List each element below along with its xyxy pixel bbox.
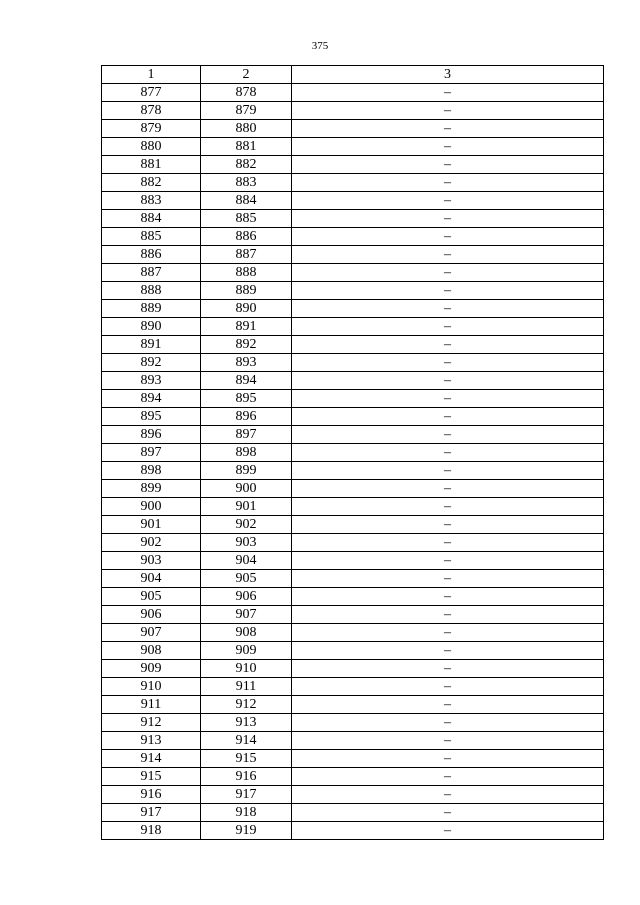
table-row xyxy=(102,768,604,786)
table-cell-col-2: 885 xyxy=(201,210,292,228)
table-cell-col-1: 879 xyxy=(102,120,201,138)
table-cell-col-1: 887 xyxy=(102,264,201,282)
table-cell-col-2: 914 xyxy=(201,732,292,750)
table-cell-col-3: – xyxy=(292,552,604,570)
table-row xyxy=(102,588,604,606)
table-row xyxy=(102,138,604,156)
table-cell-col-1: 877 xyxy=(102,84,201,102)
table-cell-col-1: 882 xyxy=(102,174,201,192)
table-cell-col-2: 892 xyxy=(201,336,292,354)
table-cell-col-3: – xyxy=(292,714,604,732)
table-row xyxy=(102,228,604,246)
table-cell-col-1: 893 xyxy=(102,372,201,390)
table-row xyxy=(102,660,604,678)
page-number: 375 xyxy=(311,40,329,52)
table-cell-col-3: – xyxy=(292,732,604,750)
table-cell-col-2: 916 xyxy=(201,768,292,786)
table-cell-col-3: – xyxy=(292,768,604,786)
table-cell-col-3: – xyxy=(292,372,604,390)
table-cell-col-3: – xyxy=(292,606,604,624)
table-row xyxy=(102,732,604,750)
table-row xyxy=(102,408,604,426)
table-row xyxy=(102,498,604,516)
table-cell-col-3: – xyxy=(292,462,604,480)
table-cell-col-3: – xyxy=(292,588,604,606)
table-cell-col-2: 900 xyxy=(201,480,292,498)
table-cell-col-1: 915 xyxy=(102,768,201,786)
table-row xyxy=(102,642,604,660)
table-cell-col-2: 896 xyxy=(201,408,292,426)
table-cell-col-2: 902 xyxy=(201,516,292,534)
table-cell-col-2: 919 xyxy=(201,822,292,840)
table-cell-col-3: – xyxy=(292,804,604,822)
table-row xyxy=(102,426,604,444)
table-cell-col-3: – xyxy=(292,570,604,588)
table-row xyxy=(102,750,604,768)
table-body xyxy=(102,84,604,840)
table-cell-col-2: 903 xyxy=(201,534,292,552)
table-cell-col-1: 898 xyxy=(102,462,201,480)
table-cell-col-2: 883 xyxy=(201,174,292,192)
table-cell-col-3: – xyxy=(292,390,604,408)
table-row xyxy=(102,678,604,696)
table-cell-col-2: 897 xyxy=(201,426,292,444)
table-cell-col-2: 879 xyxy=(201,102,292,120)
table-row xyxy=(102,300,604,318)
table-cell-col-2: 890 xyxy=(201,300,292,318)
table-row xyxy=(102,246,604,264)
table-cell-col-3: – xyxy=(292,174,604,192)
table-cell-col-1: 918 xyxy=(102,822,201,840)
column-header-2: 2 xyxy=(201,66,292,84)
table-row xyxy=(102,318,604,336)
column-header-3: 3 xyxy=(292,66,604,84)
table-header-row xyxy=(102,66,604,84)
table-cell-col-2: 881 xyxy=(201,138,292,156)
table-cell-col-1: 891 xyxy=(102,336,201,354)
table-cell-col-3: – xyxy=(292,228,604,246)
table-cell-col-2: 918 xyxy=(201,804,292,822)
table-cell-col-1: 881 xyxy=(102,156,201,174)
table-cell-col-1: 885 xyxy=(102,228,201,246)
table-cell-col-1: 892 xyxy=(102,354,201,372)
table-cell-col-3: – xyxy=(292,264,604,282)
table-cell-col-1: 917 xyxy=(102,804,201,822)
table-cell-col-2: 908 xyxy=(201,624,292,642)
table-cell-col-1: 916 xyxy=(102,786,201,804)
table-cell-col-2: 912 xyxy=(201,696,292,714)
table-cell-col-1: 886 xyxy=(102,246,201,264)
table-cell-col-3: – xyxy=(292,354,604,372)
table-row xyxy=(102,822,604,840)
table-cell-col-1: 908 xyxy=(102,642,201,660)
table-row xyxy=(102,480,604,498)
table-cell-col-1: 888 xyxy=(102,282,201,300)
table-cell-col-3: – xyxy=(292,408,604,426)
table-row xyxy=(102,336,604,354)
table-row xyxy=(102,372,604,390)
table-row xyxy=(102,624,604,642)
table-cell-col-2: 911 xyxy=(201,678,292,696)
table-cell-col-3: – xyxy=(292,84,604,102)
table-cell-col-3: – xyxy=(292,444,604,462)
table-row xyxy=(102,696,604,714)
table-cell-col-2: 910 xyxy=(201,660,292,678)
table-cell-col-2: 894 xyxy=(201,372,292,390)
table-cell-col-2: 906 xyxy=(201,588,292,606)
table-cell-col-3: – xyxy=(292,192,604,210)
table-cell-col-1: 883 xyxy=(102,192,201,210)
table-cell-col-1: 909 xyxy=(102,660,201,678)
table-cell-col-1: 894 xyxy=(102,390,201,408)
table-cell-col-2: 913 xyxy=(201,714,292,732)
table-cell-col-3: – xyxy=(292,624,604,642)
table-row xyxy=(102,264,604,282)
table-cell-col-1: 902 xyxy=(102,534,201,552)
table-row xyxy=(102,606,604,624)
table-cell-col-3: – xyxy=(292,696,604,714)
table-cell-col-3: – xyxy=(292,426,604,444)
table-row xyxy=(102,552,604,570)
table-cell-col-2: 901 xyxy=(201,498,292,516)
table-cell-col-1: 889 xyxy=(102,300,201,318)
table-cell-col-3: – xyxy=(292,678,604,696)
table-cell-col-1: 890 xyxy=(102,318,201,336)
table-cell-col-2: 886 xyxy=(201,228,292,246)
table-cell-col-2: 891 xyxy=(201,318,292,336)
table-cell-col-1: 911 xyxy=(102,696,201,714)
table-cell-col-3: – xyxy=(292,210,604,228)
table-cell-col-2: 915 xyxy=(201,750,292,768)
table-cell-col-1: 878 xyxy=(102,102,201,120)
table-row xyxy=(102,156,604,174)
table-cell-col-1: 895 xyxy=(102,408,201,426)
data-table xyxy=(101,65,604,840)
table-row xyxy=(102,282,604,300)
table-row xyxy=(102,786,604,804)
table-cell-col-3: – xyxy=(292,750,604,768)
table-cell-col-3: – xyxy=(292,534,604,552)
table-cell-col-1: 901 xyxy=(102,516,201,534)
table-cell-col-2: 895 xyxy=(201,390,292,408)
table-cell-col-2: 888 xyxy=(201,264,292,282)
table-cell-col-1: 904 xyxy=(102,570,201,588)
table-cell-col-1: 900 xyxy=(102,498,201,516)
table-cell-col-3: – xyxy=(292,246,604,264)
table-cell-col-1: 912 xyxy=(102,714,201,732)
table-cell-col-3: – xyxy=(292,498,604,516)
table-cell-col-1: 884 xyxy=(102,210,201,228)
table-cell-col-2: 907 xyxy=(201,606,292,624)
table-cell-col-1: 907 xyxy=(102,624,201,642)
table-row xyxy=(102,570,604,588)
table-cell-col-2: 893 xyxy=(201,354,292,372)
table-cell-col-3: – xyxy=(292,156,604,174)
table-cell-col-3: – xyxy=(292,300,604,318)
table-cell-col-2: 905 xyxy=(201,570,292,588)
table-cell-col-3: – xyxy=(292,138,604,156)
table-cell-col-3: – xyxy=(292,336,604,354)
table-cell-col-1: 899 xyxy=(102,480,201,498)
table-cell-col-1: 910 xyxy=(102,678,201,696)
table-cell-col-2: 909 xyxy=(201,642,292,660)
table-cell-col-1: 880 xyxy=(102,138,201,156)
table-cell-col-2: 917 xyxy=(201,786,292,804)
table-row xyxy=(102,714,604,732)
table-cell-col-1: 897 xyxy=(102,444,201,462)
table-cell-col-3: – xyxy=(292,786,604,804)
table-cell-col-1: 913 xyxy=(102,732,201,750)
table-cell-col-3: – xyxy=(292,516,604,534)
table-cell-col-2: 878 xyxy=(201,84,292,102)
table-cell-col-3: – xyxy=(292,660,604,678)
table-cell-col-3: – xyxy=(292,822,604,840)
table-cell-col-2: 882 xyxy=(201,156,292,174)
table-cell-col-1: 906 xyxy=(102,606,201,624)
column-header-1: 1 xyxy=(102,66,201,84)
table-row xyxy=(102,84,604,102)
table-row xyxy=(102,390,604,408)
table-cell-col-2: 880 xyxy=(201,120,292,138)
table-cell-col-3: – xyxy=(292,318,604,336)
table-cell-col-2: 884 xyxy=(201,192,292,210)
table-cell-col-3: – xyxy=(292,282,604,300)
table-cell-col-1: 914 xyxy=(102,750,201,768)
table-row xyxy=(102,462,604,480)
table-cell-col-2: 889 xyxy=(201,282,292,300)
table-row xyxy=(102,534,604,552)
table-row xyxy=(102,192,604,210)
table-cell-col-1: 905 xyxy=(102,588,201,606)
table-row xyxy=(102,210,604,228)
table-cell-col-3: – xyxy=(292,102,604,120)
table-row xyxy=(102,120,604,138)
table-cell-col-1: 896 xyxy=(102,426,201,444)
table-cell-col-3: – xyxy=(292,642,604,660)
table-row xyxy=(102,516,604,534)
table-cell-col-3: – xyxy=(292,120,604,138)
table-cell-col-2: 899 xyxy=(201,462,292,480)
table-row xyxy=(102,354,604,372)
table-cell-col-2: 904 xyxy=(201,552,292,570)
table-row xyxy=(102,444,604,462)
table-cell-col-1: 903 xyxy=(102,552,201,570)
table-row xyxy=(102,174,604,192)
table-cell-col-2: 898 xyxy=(201,444,292,462)
table-row xyxy=(102,102,604,120)
table-cell-col-3: – xyxy=(292,480,604,498)
table-row xyxy=(102,804,604,822)
table-cell-col-2: 887 xyxy=(201,246,292,264)
